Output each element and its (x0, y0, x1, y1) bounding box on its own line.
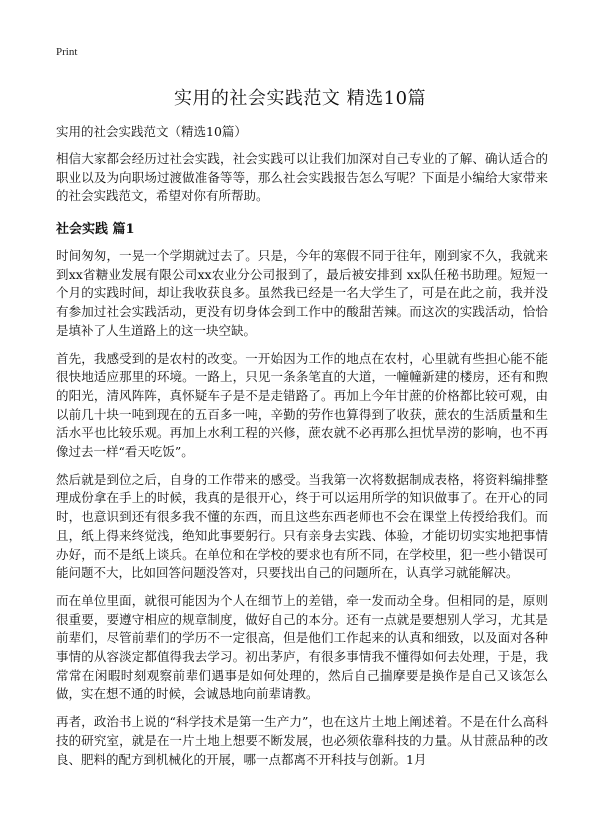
body-paragraph-4: 而在单位里面，就很可能因为个人在细节上的差错，牵一发而动全身。但相同的是，原则很重要，要遵守相应的规章制度，做好自己的本分。还有一点就是要想别人学习，尤其是前辈们，尽管前辈们的学历不一定很高，但是他们工作起来的认真和细致，以及面对各种事情的从容淡定都值得我去学习。初出茅庐，有很多事情我不懂得如何去处理，于是，我常常在闲暇时刻观察前辈们遇事是如何处理的，然后自己揣摩要是换作是自己又该怎么做，实在想不通的时候，会诚恳地向前辈请教。 (56, 592, 548, 702)
body-paragraph-3: 然后就是到位之后，自身的工作带来的感受。当我第一次将数据制成表格，将资料编排整理成份拿在手上的时候，我真的是很开心，终于可以运用所学的知识做事了。在开心的同时，也意识到还有很多我不懂的东西，而且这些东西老师也不会在课堂上传授给我们。而且，纸上得来终觉浅，绝知此事要躬行。只有亲身去实践、体验，才能切切实实地把事情办好，而不是纸上谈兵。在单位和在学校的要求也有所不同，在学校里，犯一些小错误可能问题不大，比如回答问题没答对，只要找出自己的问题所在，认真学习就能解决。 (56, 471, 548, 581)
page-title: 实用的社会实践范文 精选10篇 (173, 88, 427, 109)
article-body (56, 247, 548, 778)
body-paragraph-5: 再者，政治书上说的“科学技术是第一生产力”，也在这片土地上阐述着。不是在什么高科技的研究室，就是在一片土地上想要不断发展，也必须依靠科技的力量。从甘蔗品种的改良、肥料的配方到机械化的开展，哪一点都离不开科技与创新。1月 (56, 714, 548, 767)
print-label[interactable]: Print (56, 46, 78, 58)
document-subtitle: 实用的社会实践范文（精选10篇） (56, 124, 247, 139)
body-paragraph-2: 首先，我感受到的是农村的改变。一开始因为工作的地点在农村，心里就有些担心能不能很快地适应那里的环境。一路上，只见一条条笔直的大道，一幢幢新建的楼房，还有和煦的阳光，清风阵阵，真怀疑车子是不是走错路了。再加上今年甘蔗的价格都比较可观，由以前几十块一吨到现在的五百多一吨，辛勤的劳作也算得到了收获，蔗农的生活质量和生活水平也比较乐观。再加上水利工程的兴修，蔗农就不必再那么担忧旱涝的影响，也不再像过去一样“看天吃饭”。 (56, 350, 548, 460)
body-paragraph-1: 时间匆匆，一晃一个学期就过去了。只是，今年的寒假不同于往年，刚到家不久，我就来到xx省糖业发展有限公司xx农业分公司报到了，最后被安排到 xx队任秘书助理。短短一个月的实践时间，却让我收获良多。虽然我已经是一名大学生了，可是在此之前，我并没有参加过社会实践活动，更没有切身体会到工作中的酸甜苦辣。而这次的实践活动，恰恰是填补了人生道路上的这一块空缺。 (56, 248, 548, 338)
section-heading: 社会实践 篇1 (56, 222, 135, 237)
intro-paragraph: 相信大家都会经历过社会实践，社会实践可以让我们加深对自己专业的了解、确认适合的职业以及为向职场过渡做准备等等，那么社会实践报告怎么写呢？下面是小编给大家带来的社会实践范文，希望对你有所帮助。 (56, 151, 548, 204)
